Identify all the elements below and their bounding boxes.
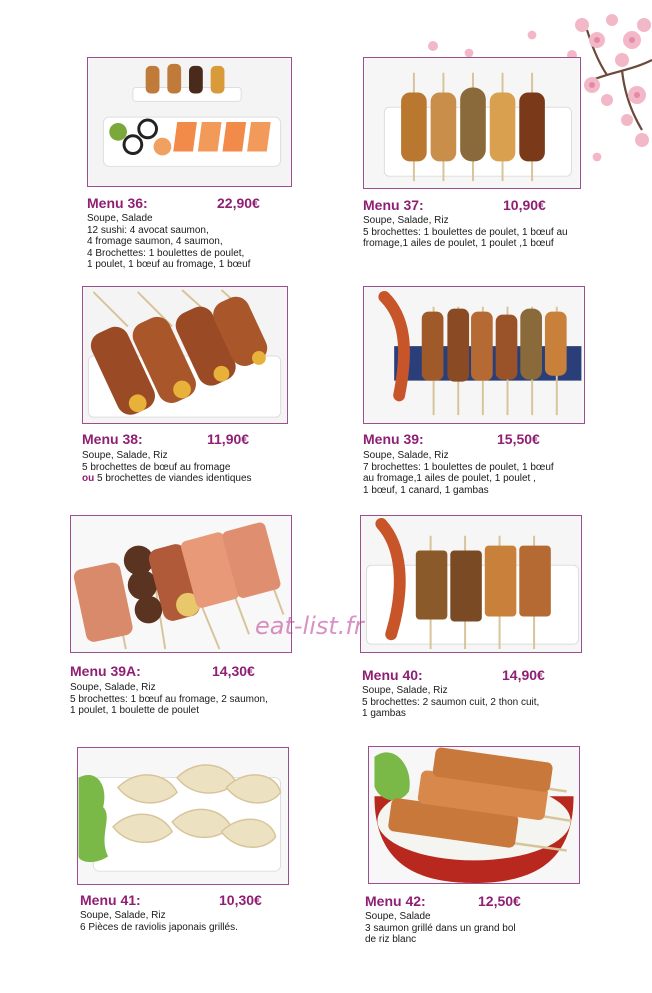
menu-39a-title: Menu 39A: xyxy=(70,663,141,679)
menu-37-description xyxy=(363,215,568,250)
menu-42-photo xyxy=(368,746,580,884)
menu-40-photo xyxy=(360,515,582,653)
menu-38-line: 5 brochettes de bœuf au fromage xyxy=(82,461,231,473)
menu-42-line: 3 saumon grillé dans un grand bol xyxy=(365,922,516,934)
menu-36-photo xyxy=(87,57,292,187)
menu-37-price: 10,90€ xyxy=(503,197,546,213)
menu-39a-description xyxy=(70,682,268,717)
menu-41-title: Menu 41: xyxy=(80,892,141,908)
menu-38-title: Menu 38: xyxy=(82,431,143,447)
menu-41-photo xyxy=(77,747,289,885)
menu-37-line: Soupe, Salade, Riz xyxy=(363,215,449,226)
menu-39-line: 7 brochettes: 1 boulettes de poulet, 1 bœuf xyxy=(363,461,554,473)
falling-petal-icon xyxy=(525,28,539,42)
menu-36-price: 22,90€ xyxy=(217,195,260,211)
menu-37-title: Menu 37: xyxy=(363,197,424,213)
menu-39a-price: 14,30€ xyxy=(212,663,255,679)
menu-42-price: 12,50€ xyxy=(478,893,521,909)
menu-41-description xyxy=(80,910,238,933)
menu-39-photo xyxy=(363,286,585,424)
menu-37-line: fromage,1 ailes de poulet, 1 poulet ,1 bœuf xyxy=(363,238,554,249)
menu-38-line-alternative xyxy=(82,473,252,485)
menu-39a-line: Soupe, Salade, Riz xyxy=(70,682,156,693)
menu-42-line: de riz blanc xyxy=(365,934,417,945)
menu-40-line: Soupe, Salade, Riz xyxy=(362,685,448,696)
menu-36-line: 12 sushi: 4 avocat saumon, xyxy=(87,224,209,236)
menu-38-alternative-text: 5 brochettes de viandes identiques xyxy=(94,473,252,484)
menu-39-title: Menu 39: xyxy=(363,431,424,447)
menu-39a-line: 5 brochettes: 1 bœuf au fromage, 2 saumon, xyxy=(70,693,268,705)
falling-petal-icon xyxy=(425,38,441,54)
watermark: eat-list.fr xyxy=(255,612,364,640)
menu-41-line: Soupe, Salade, Riz xyxy=(80,910,166,921)
menu-38-description xyxy=(82,450,252,485)
menu-40-price: 14,90€ xyxy=(502,667,545,683)
menu-39a-line: 1 poulet, 1 boulette de poulet xyxy=(70,705,199,716)
or-label: ou xyxy=(82,473,95,484)
menu-40-title: Menu 40: xyxy=(362,667,423,683)
menu-42-title: Menu 42: xyxy=(365,893,426,909)
menu-39-description xyxy=(363,450,554,496)
menu-39-line: au fromage,1 ailes de poulet, 1 poulet , xyxy=(363,473,536,484)
menu-41-price: 10,30€ xyxy=(219,892,262,908)
menu-36-description xyxy=(87,213,250,271)
menu-36-line: 1 poulet, 1 bœuf au fromage, 1 bœuf xyxy=(87,259,251,270)
menu-40-line: 1 gambas xyxy=(362,708,406,719)
menu-42-description xyxy=(365,911,516,946)
menu-41-line: 6 Pièces de raviolis japonais grillés. xyxy=(80,921,238,933)
menu-40-line: 5 brochettes: 2 saumon cuit, 2 thon cuit, xyxy=(362,696,540,708)
menu-36-title: Menu 36: xyxy=(87,195,148,211)
falling-petal-icon xyxy=(590,150,604,164)
menu-38-line: Soupe, Salade, Riz xyxy=(82,450,168,461)
menu-37-line: 5 brochettes: 1 boulettes de poulet, 1 bœuf au xyxy=(363,226,568,238)
menu-38-price: 11,90€ xyxy=(207,431,250,447)
menu-39-line: 1 bœuf, 1 canard, 1 gambas xyxy=(363,484,489,496)
menu-40-description xyxy=(362,685,539,720)
menu-36-line: 4 fromage saumon, 4 saumon, xyxy=(87,236,223,247)
menu-36-line: Soupe, Salade xyxy=(87,213,153,224)
menu-39-price: 15,50€ xyxy=(497,431,540,447)
menu-39-line: Soupe, Salade, Riz xyxy=(363,450,449,461)
menu-42-line: Soupe, Salade xyxy=(365,911,431,922)
menu-38-photo xyxy=(82,286,288,424)
menu-37-photo xyxy=(363,57,581,189)
menu-36-line: 4 Brochettes: 1 boulettes de poulet, xyxy=(87,247,245,259)
